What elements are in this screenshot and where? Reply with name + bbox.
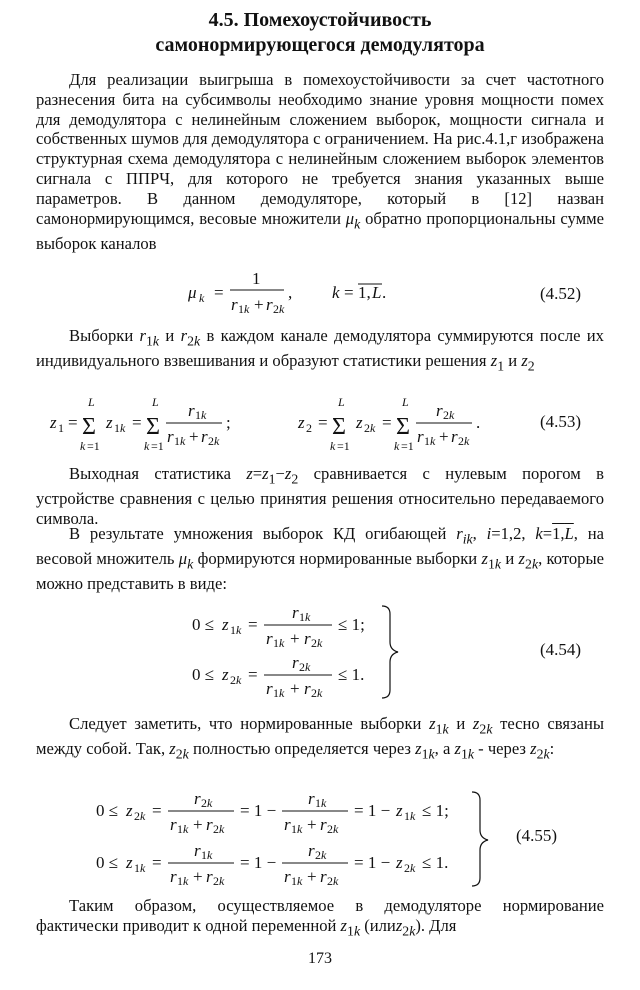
- paragraph-5-text-d: полностью определяется через: [192, 739, 411, 759]
- svg-text:=: =: [248, 665, 258, 684]
- svg-text:r: r: [320, 815, 327, 834]
- svg-text:k: k: [236, 623, 242, 637]
- paragraph-2-text-a: Выборки: [69, 326, 134, 345]
- svg-text:≤ 1.: ≤ 1.: [422, 853, 449, 872]
- svg-text:r: r: [320, 867, 327, 886]
- svg-text:2: 2: [404, 861, 410, 875]
- svg-text:r: r: [266, 295, 273, 314]
- svg-text:2: 2: [443, 408, 449, 422]
- svg-text:2: 2: [134, 809, 140, 823]
- svg-text:k: k: [332, 283, 340, 302]
- svg-text:1: 1: [114, 421, 120, 435]
- paragraph-2: Выборки $r_{1k}$ и $r_{2k}$ в каждом канале демодулятора суммируются после их индивидуального взвешивания и образуют статистики решения $z_1$ и $z_2$: [36, 326, 604, 374]
- svg-text:1,: 1,: [358, 283, 371, 302]
- section-title-line-1: 4.5. Помехоустойчивость: [208, 9, 432, 31]
- svg-text:z: z: [396, 853, 403, 872]
- svg-text:r: r: [451, 427, 458, 446]
- svg-text:Σ: Σ: [396, 414, 410, 440]
- paragraph-4-text-c: формируются нормированные выборки: [197, 549, 478, 569]
- svg-text:z: z: [126, 801, 133, 820]
- page-number: 173: [308, 950, 332, 967]
- svg-text:k: k: [140, 809, 146, 823]
- svg-text:=1: =1: [151, 439, 164, 453]
- svg-text:0 ≤: 0 ≤: [96, 853, 119, 872]
- svg-text:=1: =1: [337, 439, 350, 453]
- svg-text:L: L: [338, 395, 345, 409]
- svg-text:L: L: [88, 395, 95, 409]
- svg-text:k: k: [333, 874, 339, 888]
- equation-number-4-53: (4.53): [540, 412, 582, 431]
- svg-text:k: k: [430, 434, 436, 448]
- svg-text:k: k: [144, 439, 150, 453]
- svg-text:r: r: [284, 867, 291, 886]
- svg-text:+: +: [189, 427, 199, 446]
- svg-text:1: 1: [291, 874, 297, 888]
- svg-text:Σ: Σ: [146, 414, 160, 440]
- svg-text:1: 1: [134, 861, 140, 875]
- paragraph-6-text-c: ). Для: [415, 915, 457, 935]
- svg-text:2: 2: [311, 686, 317, 700]
- svg-text:=: =: [152, 853, 162, 872]
- svg-text:1: 1: [291, 822, 297, 836]
- svg-text:r: r: [292, 603, 299, 622]
- svg-text:=: =: [344, 283, 354, 302]
- paragraph-5-text-f: - через: [478, 739, 526, 759]
- svg-text:k: k: [201, 408, 207, 422]
- svg-text:k: k: [180, 434, 186, 448]
- paragraph-1: Для реализации выигрыша в помехоустойчивости за счет частотного разнесения бита на субсимволы необходимо знание уровня мощности помех для демодулятора с нелинейным сложением выборок, мощности сигнала и собственных шумов для демодулятора с ограничением. На рис.4.1,г изображена структурная схема демодулятора с нелинейным сложением выборок элементов сигнала с ППРЧ, для которого не требуется знания указанных выше параметров. В данном демодуляторе, который в [12] назван самонормирующимся, весовые множители $\mu_k$ обратно пропорциональны сумме выборок каналов: [36, 70, 605, 253]
- paragraph-5-text-e: а: [442, 739, 451, 759]
- svg-text:,: ,: [288, 283, 293, 302]
- svg-text:L: L: [402, 395, 409, 409]
- section-title-line-2: самонормирующегося демодулятора: [155, 34, 485, 56]
- svg-text:=: =: [68, 413, 78, 432]
- svg-text:k: k: [305, 610, 311, 624]
- svg-text:r: r: [206, 867, 213, 886]
- svg-text:+: +: [254, 295, 264, 314]
- svg-text:k: k: [120, 421, 126, 435]
- equation-number-4-52: (4.52): [540, 284, 582, 303]
- svg-text:0 ≤: 0 ≤: [192, 665, 215, 684]
- svg-text:k: k: [317, 636, 323, 650]
- svg-text:= 1 −: = 1 −: [240, 801, 277, 820]
- svg-text:k: k: [370, 421, 376, 435]
- svg-text:k: k: [410, 861, 416, 875]
- svg-text:k: k: [464, 434, 470, 448]
- svg-text:r: r: [436, 401, 443, 420]
- paragraph-5-text-c: тесно связаны между собой. Так,: [36, 714, 604, 759]
- svg-text:k: k: [333, 822, 339, 836]
- svg-text:k: k: [140, 861, 146, 875]
- svg-text:1: 1: [299, 610, 305, 624]
- svg-text:=1: =1: [87, 439, 100, 453]
- svg-text:Σ: Σ: [82, 414, 96, 440]
- svg-text:1: 1: [230, 623, 236, 637]
- svg-text:k: k: [410, 809, 416, 823]
- svg-text:k: k: [321, 796, 327, 810]
- paragraph-6-text-b: (или: [364, 915, 396, 935]
- svg-text:2: 2: [201, 796, 207, 810]
- svg-text:k: k: [330, 439, 336, 453]
- svg-text:L: L: [152, 395, 159, 409]
- svg-text:2: 2: [213, 874, 219, 888]
- svg-text:L: L: [372, 283, 382, 302]
- svg-text:k: k: [394, 439, 400, 453]
- svg-text:k: k: [183, 822, 189, 836]
- svg-text:=: =: [152, 801, 162, 820]
- svg-text:k: k: [199, 291, 205, 305]
- svg-text:k: k: [305, 660, 311, 674]
- svg-text:2: 2: [299, 660, 305, 674]
- svg-text:1: 1: [315, 796, 321, 810]
- svg-text:+: +: [193, 815, 203, 834]
- svg-text:r: r: [292, 653, 299, 672]
- svg-text:=: =: [382, 413, 392, 432]
- svg-text:r: r: [206, 815, 213, 834]
- paragraph-1-text-b: обратно пропорциональны сумме выборок каналов: [36, 208, 605, 253]
- equation-number-4-54: (4.54): [540, 640, 582, 659]
- svg-text:z: z: [356, 413, 363, 432]
- svg-text:r: r: [266, 629, 273, 648]
- svg-text:+: +: [290, 679, 300, 698]
- paragraph-4-text-d: и: [505, 549, 515, 569]
- paragraph-3: Выходная статистика $z=z_1-z_2$ сравнивается с нулевым порогом в устройстве сравнения с целью принятия решения относительно передаваемого символа.: [36, 464, 604, 528]
- svg-text:2: 2: [315, 848, 321, 862]
- svg-text:2: 2: [213, 822, 219, 836]
- paragraph-5: Следует заметить, что нормированные выборки $z_{1k}$ и $z_{2k}$ тесно связаны между собой. Так, $z_{2k}$ полностью определяется через $z_{1k}$, а $z_{1k}$ - через $z_{2k}$:: [36, 714, 604, 762]
- svg-text:k: k: [321, 848, 327, 862]
- paragraph-6-text-a: Таким образом, осуществляемое в демодуляторе нормирование фактически приводит к одной переменной: [36, 896, 604, 935]
- svg-text:2: 2: [327, 822, 333, 836]
- svg-text:1: 1: [273, 636, 279, 650]
- svg-text:2: 2: [208, 434, 214, 448]
- svg-text:k: k: [244, 302, 250, 316]
- paragraph-4-text-a: В результате умножения выборок КД огибающей: [69, 524, 447, 543]
- svg-text:+: +: [439, 427, 449, 446]
- svg-text:z: z: [222, 615, 229, 634]
- paragraph-1-text-a: Для реализации выигрыша в помехоустойчивости за счет частотного разнесения бита на субсимволы необходимо знание уровня мощности помех для демодулятора с нелинейным сложением выборок, мощности сигнала и собственных шумов для демодулятора с ограничением. На рис.4.1,г изображена структурная схема демодулятора с нелинейным сложением выборок элементов сигнала с ППРЧ, для которого не требуется знания указанных выше параметров. В данном демодуляторе, который в [12] назван самонормирующимся, весовые множители: [36, 70, 604, 228]
- svg-text:k: k: [297, 874, 303, 888]
- svg-text:=: =: [248, 615, 258, 634]
- svg-text:k: k: [317, 686, 323, 700]
- svg-text:1: 1: [424, 434, 430, 448]
- svg-text:r: r: [167, 427, 174, 446]
- svg-text:+: +: [290, 629, 300, 648]
- paragraph-3-text-a: Выходная статистика: [69, 464, 231, 483]
- equation-4-52: [36, 268, 604, 318]
- paragraph-2-text-b: и: [165, 326, 175, 345]
- svg-text:r: r: [308, 841, 315, 860]
- svg-text:k: k: [219, 874, 225, 888]
- svg-text:= 1 −: = 1 −: [354, 853, 391, 872]
- svg-text:k: k: [449, 408, 455, 422]
- svg-text:r: r: [266, 679, 273, 698]
- svg-text:=: =: [214, 283, 224, 302]
- svg-text:k: k: [80, 439, 86, 453]
- equation-4-53: [36, 394, 604, 456]
- svg-text:k: k: [207, 848, 213, 862]
- svg-text:k: k: [219, 822, 225, 836]
- svg-text:.: .: [382, 283, 387, 302]
- svg-text:1: 1: [177, 822, 183, 836]
- svg-text:k: k: [279, 302, 285, 316]
- svg-text:1: 1: [174, 434, 180, 448]
- equation-4-54: [36, 600, 604, 702]
- svg-text:;: ;: [226, 413, 231, 432]
- svg-text:1: 1: [201, 848, 207, 862]
- svg-text:2: 2: [458, 434, 464, 448]
- svg-text:1: 1: [273, 686, 279, 700]
- svg-text:0 ≤: 0 ≤: [192, 615, 215, 634]
- svg-text:2: 2: [327, 874, 333, 888]
- paragraph-4-text-e: которые можно представить в виде:: [36, 549, 604, 594]
- svg-text:.: .: [476, 413, 481, 432]
- svg-text:z: z: [106, 413, 113, 432]
- svg-text:k: k: [236, 673, 242, 687]
- svg-text:+: +: [193, 867, 203, 886]
- svg-text:= 1 −: = 1 −: [354, 801, 391, 820]
- svg-text:μ: μ: [188, 283, 197, 302]
- svg-text:r: r: [231, 295, 238, 314]
- svg-text:r: r: [201, 427, 208, 446]
- svg-text:r: r: [304, 679, 311, 698]
- svg-text:z: z: [396, 801, 403, 820]
- svg-text:+: +: [307, 815, 317, 834]
- svg-text:≤ 1.: ≤ 1.: [338, 665, 365, 684]
- paragraph-5-text-b: и: [456, 714, 466, 733]
- svg-text:k: k: [207, 796, 213, 810]
- svg-text:0 ≤: 0 ≤: [96, 801, 119, 820]
- paragraph-4: В результате умножения выборок КД огибающей $r_{ik}$, i=1,2, k=1,L, на весовой множитель $\mu_k$ формируются нормированные выборки $z_{1k}$ и $z_{2k}$, которые можно представить в виде:: [36, 524, 605, 594]
- equation-4-55: [36, 786, 604, 890]
- paragraph-2-text-c: в каждом канале демодулятора суммируются после их индивидуального взвешивания и образуют статистики решения: [36, 326, 604, 371]
- svg-text:=: =: [318, 413, 328, 432]
- svg-text:1: 1: [177, 874, 183, 888]
- svg-text:1: 1: [58, 421, 64, 435]
- svg-text:≤ 1;: ≤ 1;: [422, 801, 449, 820]
- svg-text:1: 1: [238, 302, 244, 316]
- svg-text:Σ: Σ: [332, 414, 346, 440]
- paragraph-6: Таким образом, осуществляемое в демодуляторе нормирование фактически приводит к одной переменной $z_{1k}$ (илиz$_{2k}$). Для: [36, 896, 604, 939]
- svg-text:r: r: [188, 401, 195, 420]
- svg-text:z: z: [222, 665, 229, 684]
- svg-text:2: 2: [364, 421, 370, 435]
- svg-text:+: +: [307, 867, 317, 886]
- svg-text:k: k: [279, 686, 285, 700]
- svg-text:=1: =1: [401, 439, 414, 453]
- svg-text:2: 2: [230, 673, 236, 687]
- svg-text:r: r: [284, 815, 291, 834]
- paragraph-4-text-b: на весовой множитель: [36, 524, 605, 569]
- svg-text:r: r: [194, 789, 201, 808]
- svg-text:k: k: [279, 636, 285, 650]
- svg-text:r: r: [170, 815, 177, 834]
- svg-text:r: r: [308, 789, 315, 808]
- svg-text:k: k: [214, 434, 220, 448]
- svg-text:2: 2: [306, 421, 312, 435]
- paragraph-3-text-b: сравнивается с нулевым порогом в устройстве сравнения с целью принятия решения относительно передаваемого символа.: [36, 464, 604, 528]
- svg-text:≤ 1;: ≤ 1;: [338, 615, 365, 634]
- svg-text:1: 1: [252, 269, 261, 288]
- svg-text:1: 1: [195, 408, 201, 422]
- svg-text:=: =: [132, 413, 142, 432]
- svg-text:r: r: [170, 867, 177, 886]
- svg-text:z: z: [298, 413, 305, 432]
- svg-text:z: z: [50, 413, 57, 432]
- svg-text:2: 2: [273, 302, 279, 316]
- svg-text:k: k: [297, 822, 303, 836]
- svg-text:1: 1: [404, 809, 410, 823]
- svg-text:r: r: [417, 427, 424, 446]
- svg-text:z: z: [126, 853, 133, 872]
- paragraph-5-text-a: Следует заметить, что нормированные выборки: [69, 714, 422, 733]
- svg-text:r: r: [194, 841, 201, 860]
- svg-text:k: k: [183, 874, 189, 888]
- svg-text:= 1 −: = 1 −: [240, 853, 277, 872]
- svg-text:r: r: [304, 629, 311, 648]
- equation-number-4-55: (4.55): [516, 826, 558, 845]
- paragraph-2-text-d: и: [508, 351, 518, 371]
- svg-text:2: 2: [311, 636, 317, 650]
